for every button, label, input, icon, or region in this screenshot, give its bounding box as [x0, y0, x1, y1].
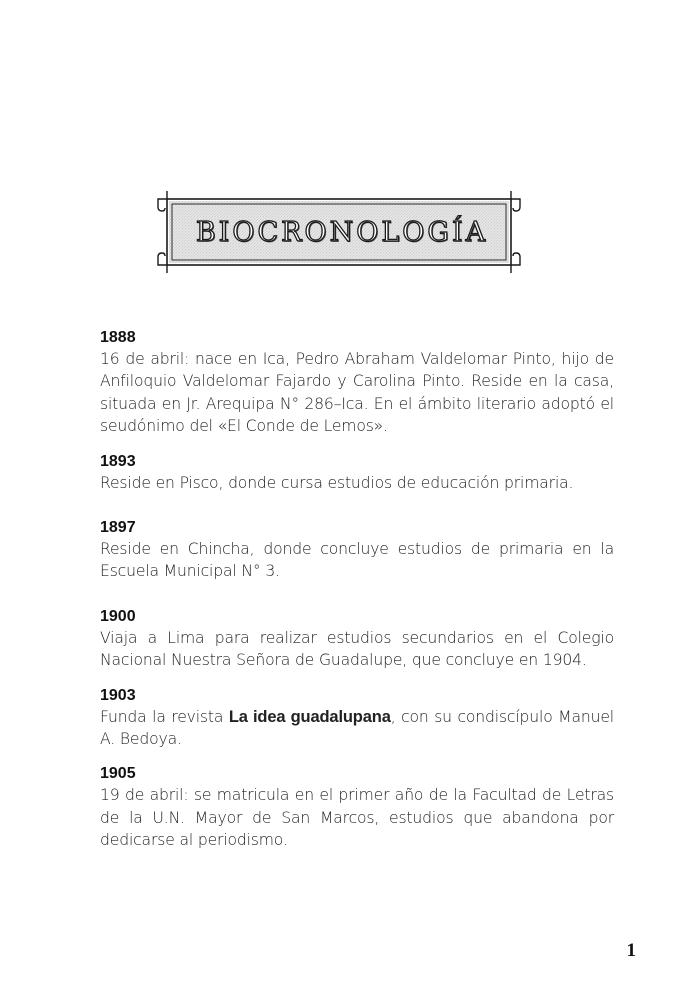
entry-year: 1897: [100, 519, 136, 537]
entry-1903: [100, 686, 614, 751]
entry-text: [100, 706, 614, 751]
entry-text-before: Funda la revista: [100, 707, 229, 726]
page-number: 1: [626, 940, 636, 961]
entry-year: 1888: [100, 329, 136, 346]
entry-text: 19 de abril: se matricula en el primer año de la Facultad de Letras de la U.N. Mayor de San Marcos, estudios que abandona por dedicarse al periodismo.: [100, 786, 614, 850]
entry-year: 1900: [100, 607, 136, 625]
entry-text: Reside en Pisco, donde cursa estudios de educación primaria.: [100, 473, 574, 492]
chronology: [100, 328, 614, 852]
entry-1900: [100, 607, 614, 672]
title-frame: [155, 189, 523, 275]
entry-year: 1903: [100, 686, 136, 704]
entry-text: Reside en Chincha, donde concluye estudios de primaria en la Escuela Municipal N° 3.: [100, 540, 614, 581]
entry-1893: [100, 452, 614, 494]
entry-1897: [100, 518, 614, 583]
entry-text-after: , con su condiscípulo Manuel A. Bedoya.: [100, 707, 614, 749]
entry-year: 1893: [100, 452, 136, 470]
entry-1888: [100, 328, 614, 438]
page-title: BIOCRONOLOGÍA: [195, 216, 489, 248]
entry-year: 1905: [100, 765, 136, 783]
entry-text: 16 de abril: nace en Ica, Pedro Abraham Valdelomar Pinto, hijo de Anfiloquio Valdelomar Fajardo y Carolina Pinto. Reside en la casa, situada en Jr. Arequipa N° 286–Ica. En el ámbito literario adoptó el seudónimo del «El Conde de Lemos».: [100, 350, 614, 436]
entry-1905: [100, 764, 614, 851]
entry-text: Viaja a Lima para realizar estudios secundarios en el Colegio Nacional Nuestra Señora de Guadalupe, que concluye en 1904.: [100, 628, 614, 670]
magazine-title: La idea guadalupana: [228, 707, 391, 726]
